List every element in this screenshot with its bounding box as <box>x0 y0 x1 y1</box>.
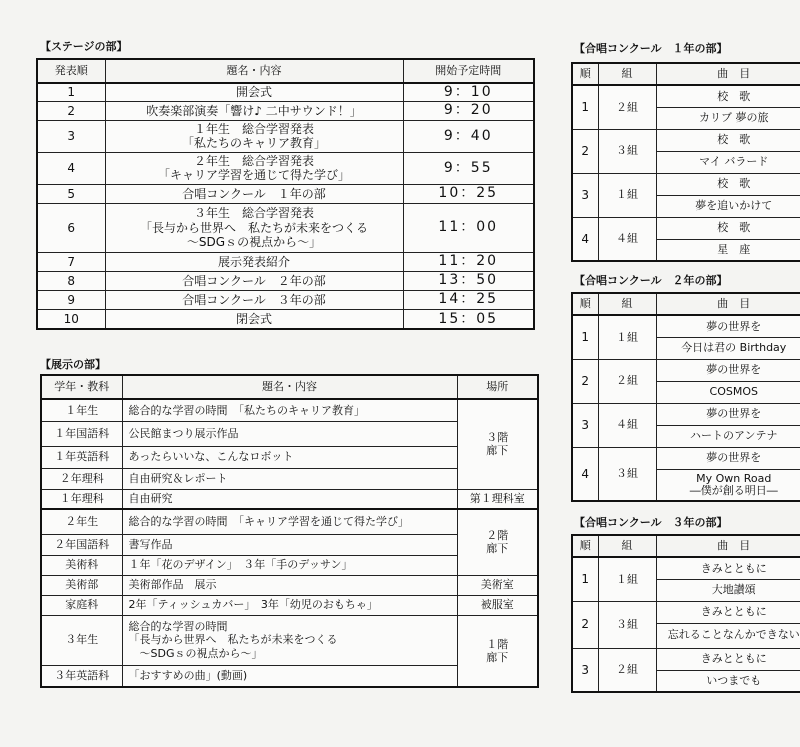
choir-order: 2 <box>572 359 598 403</box>
exhibit-content <box>122 446 457 468</box>
choir1-header-song: 曲 目 <box>656 63 800 85</box>
choir3-body <box>572 557 800 692</box>
exhibit-header-content: 題名・内容 <box>122 375 457 399</box>
choir-song: 校 歌 <box>656 173 800 195</box>
choir-order: 2 <box>572 129 598 173</box>
exhibit-grade: ３年英語科 <box>41 665 122 687</box>
exhibit-grade: 美術部 <box>41 575 122 595</box>
choir-song <box>656 107 800 129</box>
stage-row <box>37 152 534 184</box>
exhibit-place: 第１理科室 <box>457 489 538 509</box>
stage-time: 10：25 <box>403 184 534 203</box>
choir-song <box>656 623 800 648</box>
stage-header-order: 発表順 <box>37 59 105 83</box>
choir-song: きみとともに <box>656 601 800 623</box>
stage-order: 6 <box>37 203 105 252</box>
stage-content-line: 開会式 <box>235 85 272 100</box>
exhibit-place-line: 廊下 <box>486 542 509 556</box>
choir2-header-song: 曲 目 <box>656 293 800 315</box>
choir-song <box>656 670 800 692</box>
exhibit-place: 美術室 <box>457 575 538 595</box>
choir-song: 夢の世界を <box>656 403 800 425</box>
stage-header-content: 題名・内容 <box>105 59 403 83</box>
choir2-section-title: 【合唱コンクール ２年の部】 <box>574 274 728 287</box>
stage-time: 11：00 <box>403 203 534 252</box>
choir-song: 校 歌 <box>656 129 800 151</box>
exhibit-grade: ２年国語科 <box>41 534 122 555</box>
choir-song <box>656 151 800 173</box>
choir-song <box>656 195 800 217</box>
stage-table <box>36 58 535 330</box>
choir-row <box>572 85 800 107</box>
stage-content-line: ３年生 総合学習発表 <box>193 206 314 221</box>
stage-order: 1 <box>37 83 105 101</box>
exhibit-content <box>122 509 457 534</box>
exhibit-content <box>122 534 457 555</box>
choir-row <box>572 648 800 670</box>
stage-content-line: 閉会式 <box>235 311 272 326</box>
stage-order: 9 <box>37 290 105 309</box>
exhibit-content <box>122 555 457 575</box>
choir-song: きみとともに <box>656 557 800 579</box>
stage-content-line: 吹奏楽部演奏「響け♪ 二中サウンド！」 <box>146 103 362 118</box>
choir-row <box>572 315 800 337</box>
stage-content-line: 「長与から世界へ 私たちが未来をつくる <box>139 220 368 235</box>
stage-order: 2 <box>37 101 105 120</box>
stage-order: 3 <box>37 120 105 152</box>
stage-row <box>37 271 534 290</box>
stage-time: 11：20 <box>403 252 534 271</box>
choir-class: １組 <box>598 315 656 359</box>
choir-class: １組 <box>598 557 656 601</box>
choir-order: 1 <box>572 315 598 359</box>
stage-row <box>37 184 534 203</box>
exhibit-content-line: 自由研究 <box>128 492 173 506</box>
choir-song-line: 夢を追いかけて <box>695 198 773 212</box>
stage-time: 9：40 <box>403 120 534 152</box>
exhibit-grade: ３年生 <box>41 615 122 665</box>
stage-content-line: 「キャリア学習を通じて得た学び」 <box>157 168 350 183</box>
stage-content-line: 「私たちのキャリア教育」 <box>181 136 326 151</box>
exhibit-row <box>41 595 538 615</box>
choir-order: 3 <box>572 403 598 447</box>
choir-song <box>656 239 800 261</box>
exhibit-grade: 美術科 <box>41 555 122 575</box>
choir-row <box>572 403 800 425</box>
exhibit-grade: ２年生 <box>41 509 122 534</box>
stage-row <box>37 309 534 329</box>
exhibit-content <box>122 468 457 489</box>
choir-song <box>656 425 800 447</box>
exhibit-content-line: 美術部作品 展示 <box>128 578 217 592</box>
choir-class: １組 <box>598 173 656 217</box>
stage-order: 7 <box>37 252 105 271</box>
exhibit-content-line: 書写作品 <box>128 537 173 551</box>
exhibit-content <box>122 595 457 615</box>
stage-time: 14：25 <box>403 290 534 309</box>
stage-content-line: ２年生 総合学習発表 <box>193 153 314 168</box>
choir-class: ４組 <box>598 217 656 261</box>
exhibit-content <box>122 421 457 446</box>
choir-song-line: カリブ 夢の旅 <box>699 110 769 124</box>
stage-content-line: 展示発表紹介 <box>217 254 290 269</box>
choir1-header-class: 組 <box>598 63 656 85</box>
choir-grade1-table <box>571 62 800 262</box>
exhibit-grade: １年生 <box>41 399 122 421</box>
choir-song <box>656 579 800 601</box>
stage-order: 5 <box>37 184 105 203</box>
choir-order: 1 <box>572 557 598 601</box>
stage-content <box>105 252 403 271</box>
exhibit-header-grade: 学年・教科 <box>41 375 122 399</box>
stage-content <box>105 290 403 309</box>
choir-song-line: ハートのアンテナ <box>689 428 778 442</box>
choir2-header-row <box>572 293 800 315</box>
exhibit-section-title: 【展示の部】 <box>40 358 106 371</box>
exhibit-body <box>41 399 538 687</box>
stage-content-line: 合唱コンクール ３年の部 <box>182 292 326 307</box>
exhibit-table <box>40 374 539 688</box>
stage-content-line: 合唱コンクール １年の部 <box>182 186 326 201</box>
stage-time: 13：50 <box>403 271 534 290</box>
stage-header-row <box>37 59 534 83</box>
exhibit-place: 被服室 <box>457 595 538 615</box>
stage-time: 9：10 <box>403 83 534 101</box>
choir1-body <box>572 85 800 261</box>
exhibit-row <box>41 489 538 509</box>
stage-content-line: １年生 総合学習発表 <box>193 121 314 136</box>
choir-song: 夢の世界を <box>656 359 800 381</box>
stage-row <box>37 83 534 101</box>
stage-order: 8 <box>37 271 105 290</box>
stage-content <box>105 83 403 101</box>
exhibit-grade: １年理科 <box>41 489 122 509</box>
exhibit-content-line: 総合的な学習の時間 「キャリア学習を通じて得た学び」 <box>128 515 409 529</box>
exhibit-grade: １年英語科 <box>41 446 122 468</box>
choir-class: ２組 <box>598 85 656 129</box>
choir3-header-class: 組 <box>598 535 656 557</box>
choir-song-line: いつまでも <box>706 673 762 687</box>
choir-order: 4 <box>572 217 598 261</box>
choir-class: ２組 <box>598 648 656 692</box>
exhibit-place-line: 廊下 <box>486 444 509 458</box>
choir2-body <box>572 315 800 501</box>
stage-content <box>105 309 403 329</box>
choir3-header-song: 曲 目 <box>656 535 800 557</box>
exhibit-place-line: ３階 <box>486 431 509 445</box>
choir-row <box>572 601 800 623</box>
exhibit-header-row <box>41 375 538 399</box>
stage-section-title: 【ステージの部】 <box>40 40 128 53</box>
exhibit-content-line: ～SDGｓの視点から～」 <box>128 646 263 660</box>
choir-order: 4 <box>572 447 598 501</box>
choir-row <box>572 217 800 239</box>
choir-song-line: 星 座 <box>717 242 751 256</box>
choir2-header-class: 組 <box>598 293 656 315</box>
stage-row <box>37 101 534 120</box>
choir1-header-order: 順 <box>572 63 598 85</box>
exhibit-row <box>41 509 538 534</box>
exhibit-content-line: 総合的な学習の時間 <box>128 620 228 634</box>
choir-song-line: 大地讃頌 <box>711 582 756 596</box>
stage-content <box>105 271 403 290</box>
choir-grade2-table <box>571 292 800 502</box>
exhibit-content-line: 「おすすめの曲」(動画) <box>128 669 248 683</box>
exhibit-header-place: 場所 <box>457 375 538 399</box>
choir-order: 2 <box>572 601 598 648</box>
choir-row <box>572 173 800 195</box>
choir-song: 校 歌 <box>656 217 800 239</box>
stage-content <box>105 120 403 152</box>
choir-song-line: 今日は君の Birthday <box>681 340 787 354</box>
choir-row <box>572 129 800 151</box>
exhibit-content <box>122 399 457 421</box>
stage-time: 9：55 <box>403 152 534 184</box>
stage-row <box>37 203 534 252</box>
choir-order: 3 <box>572 648 598 692</box>
choir-class: ４組 <box>598 403 656 447</box>
exhibit-content-line: １年「花のデザイン」 ３年「手のデッサン」 <box>128 558 353 572</box>
exhibit-content-line: あったらいいな、こんなロボット <box>128 450 294 464</box>
exhibit-content-line: 自由研究＆レポート <box>128 471 228 485</box>
exhibit-grade: ２年理科 <box>41 468 122 489</box>
choir1-section-title: 【合唱コンクール １年の部】 <box>574 42 728 55</box>
choir-song-line: ―僕が創る明日― <box>689 483 778 497</box>
choir3-section-title: 【合唱コンクール ３年の部】 <box>574 516 728 529</box>
exhibit-content-line: 公民館まつり展示作品 <box>128 426 239 440</box>
exhibit-place-line: ２階 <box>486 529 509 543</box>
exhibit-place <box>457 615 538 687</box>
choir-song: きみとともに <box>656 648 800 670</box>
choir3-header-order: 順 <box>572 535 598 557</box>
choir-song: 夢の世界を <box>656 315 800 337</box>
choir-song-line: COSMOS <box>709 384 758 398</box>
stage-row <box>37 290 534 309</box>
stage-content <box>105 101 403 120</box>
choir-order: 3 <box>572 173 598 217</box>
exhibit-row <box>41 399 538 421</box>
choir3-header-row <box>572 535 800 557</box>
exhibit-content-line: 2年「ティッシュカバー」 3年「幼児のおもちゃ」 <box>128 598 378 612</box>
choir-order: 1 <box>572 85 598 129</box>
stage-order: 10 <box>37 309 105 329</box>
exhibit-content <box>122 665 457 687</box>
choir-song <box>656 337 800 359</box>
choir-class: ３組 <box>598 601 656 648</box>
stage-row <box>37 252 534 271</box>
choir-row <box>572 447 800 469</box>
choir-song: 校 歌 <box>656 85 800 107</box>
choir1-header-row <box>572 63 800 85</box>
stage-time: 9：20 <box>403 101 534 120</box>
exhibit-content <box>122 575 457 595</box>
stage-header-time: 開始予定時間 <box>403 59 534 83</box>
choir-class: ３組 <box>598 447 656 501</box>
stage-content-line: ～SDGｓの視点から～」 <box>186 234 322 249</box>
exhibit-place-line: １階 <box>486 637 509 651</box>
choir-grade3-table <box>571 534 800 693</box>
exhibit-content <box>122 615 457 665</box>
stage-time: 15：05 <box>403 309 534 329</box>
choir-song-line: 忘れることなんかできない <box>667 628 800 642</box>
exhibit-grade: １年国語科 <box>41 421 122 446</box>
stage-content-line: 合唱コンクール ２年の部 <box>182 273 326 288</box>
exhibit-row <box>41 575 538 595</box>
choir-song <box>656 469 800 501</box>
exhibit-grade: 家庭科 <box>41 595 122 615</box>
choir-song <box>656 381 800 403</box>
exhibit-row <box>41 615 538 665</box>
exhibit-content-line: 「長与から世界へ 私たちが未来をつくる <box>128 633 338 647</box>
exhibit-place-line: 廊下 <box>486 650 509 664</box>
choir-song-line: My Own Road <box>696 471 772 485</box>
choir-song-line: マイ バラード <box>699 154 769 168</box>
choir2-header-order: 順 <box>572 293 598 315</box>
choir-row <box>572 557 800 579</box>
choir-class: ２組 <box>598 359 656 403</box>
stage-content <box>105 152 403 184</box>
choir-class: ３組 <box>598 129 656 173</box>
stage-row <box>37 120 534 152</box>
stage-content <box>105 184 403 203</box>
stage-body <box>37 83 534 329</box>
stage-content <box>105 203 403 252</box>
exhibit-content <box>122 489 457 509</box>
exhibit-content-line: 総合的な学習の時間 「私たちのキャリア教育」 <box>128 403 365 417</box>
choir-song: 夢の世界を <box>656 447 800 469</box>
exhibit-place <box>457 399 538 489</box>
stage-order: 4 <box>37 152 105 184</box>
exhibit-place <box>457 509 538 575</box>
choir-row <box>572 359 800 381</box>
